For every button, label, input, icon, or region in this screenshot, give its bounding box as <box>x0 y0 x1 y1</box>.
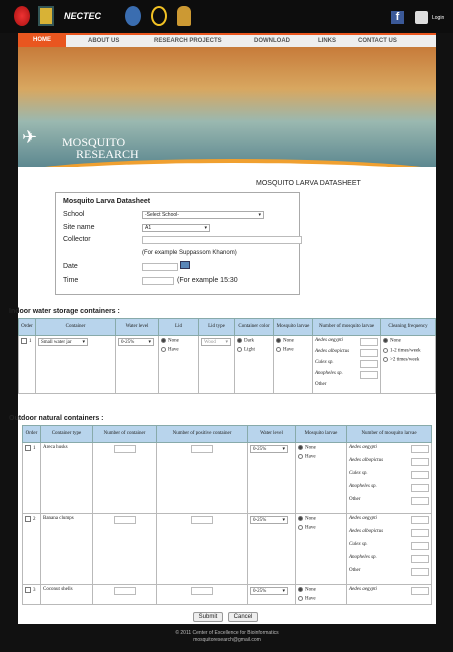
species-label: Culex sp. <box>349 471 368 476</box>
larvae-have-radio[interactable] <box>298 525 303 530</box>
outdoor-section-title: Outdoor natural containers : <box>9 415 104 422</box>
positive-container-input[interactable] <box>191 516 213 524</box>
nav-research-projects[interactable]: RESEARCH PROJECTS <box>154 38 222 44</box>
species-count-input[interactable] <box>360 338 378 346</box>
bioinformatics-logo-icon <box>125 6 141 26</box>
lid-none-label: None <box>168 338 179 344</box>
indoor-table <box>18 318 436 394</box>
nectec-logo: NECTEC <box>64 11 102 21</box>
university-seal-icon <box>177 6 191 26</box>
color-dark-radio[interactable] <box>237 338 242 343</box>
school-label: School <box>63 211 85 218</box>
cancel-button[interactable]: Cancel <box>228 612 258 622</box>
row-order: 1 <box>29 339 32 345</box>
larvae-have-label: Have <box>283 347 294 353</box>
indoor-header-water-level: Water level <box>116 319 159 336</box>
larvae-have-radio[interactable] <box>298 596 303 601</box>
login-link[interactable]: Login <box>432 15 445 21</box>
ministry-seal-icon <box>14 6 30 26</box>
species-label: Aedes albopictus <box>315 349 350 354</box>
species-label: Anopheles sp. <box>349 555 377 560</box>
species-count-input[interactable] <box>411 484 429 492</box>
container-type-cell: Coconut shells <box>41 585 93 605</box>
outdoor-header-mosquito-larvae: Mosquito larvae <box>296 426 347 443</box>
table-row <box>23 443 432 514</box>
species-label: Other <box>349 568 361 573</box>
lid-none-radio[interactable] <box>161 338 166 343</box>
larvae-have-radio[interactable] <box>298 454 303 459</box>
lid-type-select[interactable]: Wood ▾ <box>201 338 231 346</box>
nav-links[interactable]: LINKS <box>318 38 336 44</box>
login-icon[interactable] <box>415 11 428 24</box>
facebook-icon[interactable]: f <box>391 11 404 24</box>
hero-title-line2: RESEARCH <box>76 147 139 161</box>
indoor-header-number-larvae: Number of mosquito larvae <box>313 319 381 336</box>
indoor-water-level-select[interactable]: 0-25% ▾ <box>118 338 154 346</box>
indoor-header-order: Order <box>19 319 36 336</box>
larvae-have-radio[interactable] <box>276 347 281 352</box>
atom-logo-icon <box>151 6 167 26</box>
footer <box>18 624 436 652</box>
species-label: Culex sp. <box>349 542 368 547</box>
lid-have-label: Have <box>168 347 179 353</box>
larvae-none-label: None <box>305 587 316 593</box>
species-label: Aedes aegypti <box>315 338 343 343</box>
time-hint: (For example 15:30 <box>177 277 238 284</box>
site-label: Site name <box>63 224 95 231</box>
species-label: Other <box>349 497 361 502</box>
time-label: Time <box>63 277 79 284</box>
datasheet-box-title: Mosquito Larva Datasheet <box>63 198 151 205</box>
larvae-have-label: Have <box>305 454 316 460</box>
row-order: 2 <box>33 517 36 523</box>
freq-none-radio[interactable] <box>383 338 388 343</box>
nav-contact-us[interactable]: CONTACT US <box>358 38 397 44</box>
hero-title-line1: MOSQUITO <box>62 135 126 149</box>
nav-about-us[interactable]: ABOUT US <box>88 38 120 44</box>
nav-download[interactable]: DOWNLOAD <box>254 38 290 44</box>
collector-input[interactable] <box>142 236 302 244</box>
container-type-cell: Areca husks <box>41 443 93 514</box>
species-count-input[interactable] <box>411 497 429 505</box>
lid-have-radio[interactable] <box>161 347 166 352</box>
species-label: Culex sp. <box>315 360 334 365</box>
species-label: Aedes albopictus <box>349 458 384 463</box>
freq-none-label: None <box>390 338 401 344</box>
species-count-input[interactable] <box>360 371 378 379</box>
outdoor-header-container-type: Container type <box>41 426 93 443</box>
footer-copyright: © 2011 Center of Excellence for Bioinformatics <box>175 630 279 636</box>
species-label: Anopheles sp. <box>349 484 377 489</box>
indoor-section-title: Indoor water storage containers : <box>9 308 120 315</box>
time-input[interactable] <box>142 277 174 285</box>
indoor-header-mosquito-larvae: Mosquito larvae <box>274 319 313 336</box>
table-row <box>23 514 432 585</box>
submit-button[interactable]: Submit <box>193 612 223 622</box>
larvae-none-radio[interactable] <box>298 516 303 521</box>
mosquito-logo-icon: ✈ <box>22 127 38 147</box>
container-type-cell: Banana clumps <box>41 514 93 585</box>
collector-hint: (For example Suppassom Khanom) <box>142 250 237 256</box>
hero-banner <box>18 47 436 167</box>
freq-1-2-radio[interactable] <box>383 348 388 353</box>
site-select[interactable]: A1 ▾ <box>142 224 210 232</box>
species-label: Aedes albopictus <box>349 529 384 534</box>
species-count-input[interactable] <box>411 471 429 479</box>
species-count-input[interactable] <box>411 458 429 466</box>
footer-email[interactable]: mosquitoresearch@gmail.com <box>193 637 261 643</box>
collector-label: Collector <box>63 236 91 243</box>
species-label: Other <box>315 382 327 387</box>
larvae-have-label: Have <box>305 596 316 602</box>
row-checkbox[interactable] <box>25 587 31 593</box>
number-container-input[interactable] <box>114 516 136 524</box>
indoor-header-cleaning-frequency: Cleaning frequency <box>381 319 436 336</box>
freq-1-2-label: 1-2 times/week <box>390 348 421 354</box>
species-count-input[interactable] <box>411 529 429 537</box>
outdoor-header-water-level: Water level <box>248 426 296 443</box>
larvae-none-label: None <box>305 445 316 451</box>
species-count-input[interactable] <box>411 555 429 563</box>
larvae-none-radio[interactable] <box>298 445 303 450</box>
header-bar <box>0 0 453 33</box>
water-level-select[interactable]: 0-25% ▾ <box>250 516 288 524</box>
main-nav <box>18 33 436 47</box>
species-count-input[interactable] <box>411 516 429 524</box>
freq-gt2-radio[interactable] <box>383 357 388 362</box>
freq-gt2-label: >2 times/week <box>390 357 420 363</box>
positive-container-input[interactable] <box>191 587 213 595</box>
larvae-none-radio[interactable] <box>298 587 303 592</box>
larvae-none-label: None <box>283 338 294 344</box>
science-logo-icon <box>38 6 54 26</box>
outdoor-header-number-container: Number of container <box>93 426 157 443</box>
outdoor-table <box>22 425 432 605</box>
species-count-input[interactable] <box>411 542 429 550</box>
larvae-none-radio[interactable] <box>276 338 281 343</box>
species-label: Aedes aegypti <box>349 587 377 592</box>
larvae-have-label: Have <box>305 525 316 531</box>
color-dark-label: Dark <box>244 338 254 344</box>
number-container-input[interactable] <box>114 587 136 595</box>
row-checkbox[interactable] <box>25 516 31 522</box>
water-level-select[interactable]: 0-25% ▾ <box>250 587 288 595</box>
calendar-icon[interactable] <box>180 261 190 269</box>
row-order: 1 <box>33 446 36 452</box>
color-light-label: Light <box>244 347 255 353</box>
date-label: Date <box>63 263 78 270</box>
date-input[interactable] <box>142 263 178 271</box>
species-count-input[interactable] <box>360 349 378 357</box>
species-count-input[interactable] <box>411 568 429 576</box>
species-count-input[interactable] <box>411 445 429 453</box>
indoor-header-container-color: Container color <box>235 319 274 336</box>
outdoor-header-order: Order <box>23 426 41 443</box>
table-row <box>19 336 436 394</box>
species-count-input[interactable] <box>360 360 378 368</box>
page-title: MOSQUITO LARVA DATASHEET <box>256 180 361 187</box>
number-container-input[interactable] <box>114 445 136 453</box>
outdoor-header-positive-container: Number of positive container <box>157 426 248 443</box>
larvae-none-label: None <box>305 516 316 522</box>
indoor-header-container: Container <box>36 319 116 336</box>
outdoor-header-number-larvae: Number of mosquito larvae <box>347 426 432 443</box>
datasheet-box <box>55 192 300 295</box>
species-count-input[interactable] <box>411 587 429 595</box>
species-label: Anopheles sp. <box>315 371 343 376</box>
main-content <box>9 167 436 624</box>
species-label: Aedes aegypti <box>349 516 377 521</box>
row-order: 3 <box>33 588 36 594</box>
table-row <box>23 585 432 605</box>
positive-container-input[interactable] <box>191 445 213 453</box>
nav-home[interactable]: HOME <box>18 33 66 47</box>
color-light-radio[interactable] <box>237 347 242 352</box>
water-level-select[interactable]: 0-25% ▾ <box>250 445 288 453</box>
school-select[interactable]: -Select School- ▾ <box>142 211 264 219</box>
indoor-header-lid: Lid <box>159 319 199 336</box>
row-checkbox[interactable] <box>21 338 27 344</box>
indoor-header-lid-type: Lid type <box>199 319 235 336</box>
indoor-container-select[interactable]: Small water jar ▾ <box>38 338 88 346</box>
species-label: Aedes aegypti <box>349 445 377 450</box>
row-checkbox[interactable] <box>25 445 31 451</box>
